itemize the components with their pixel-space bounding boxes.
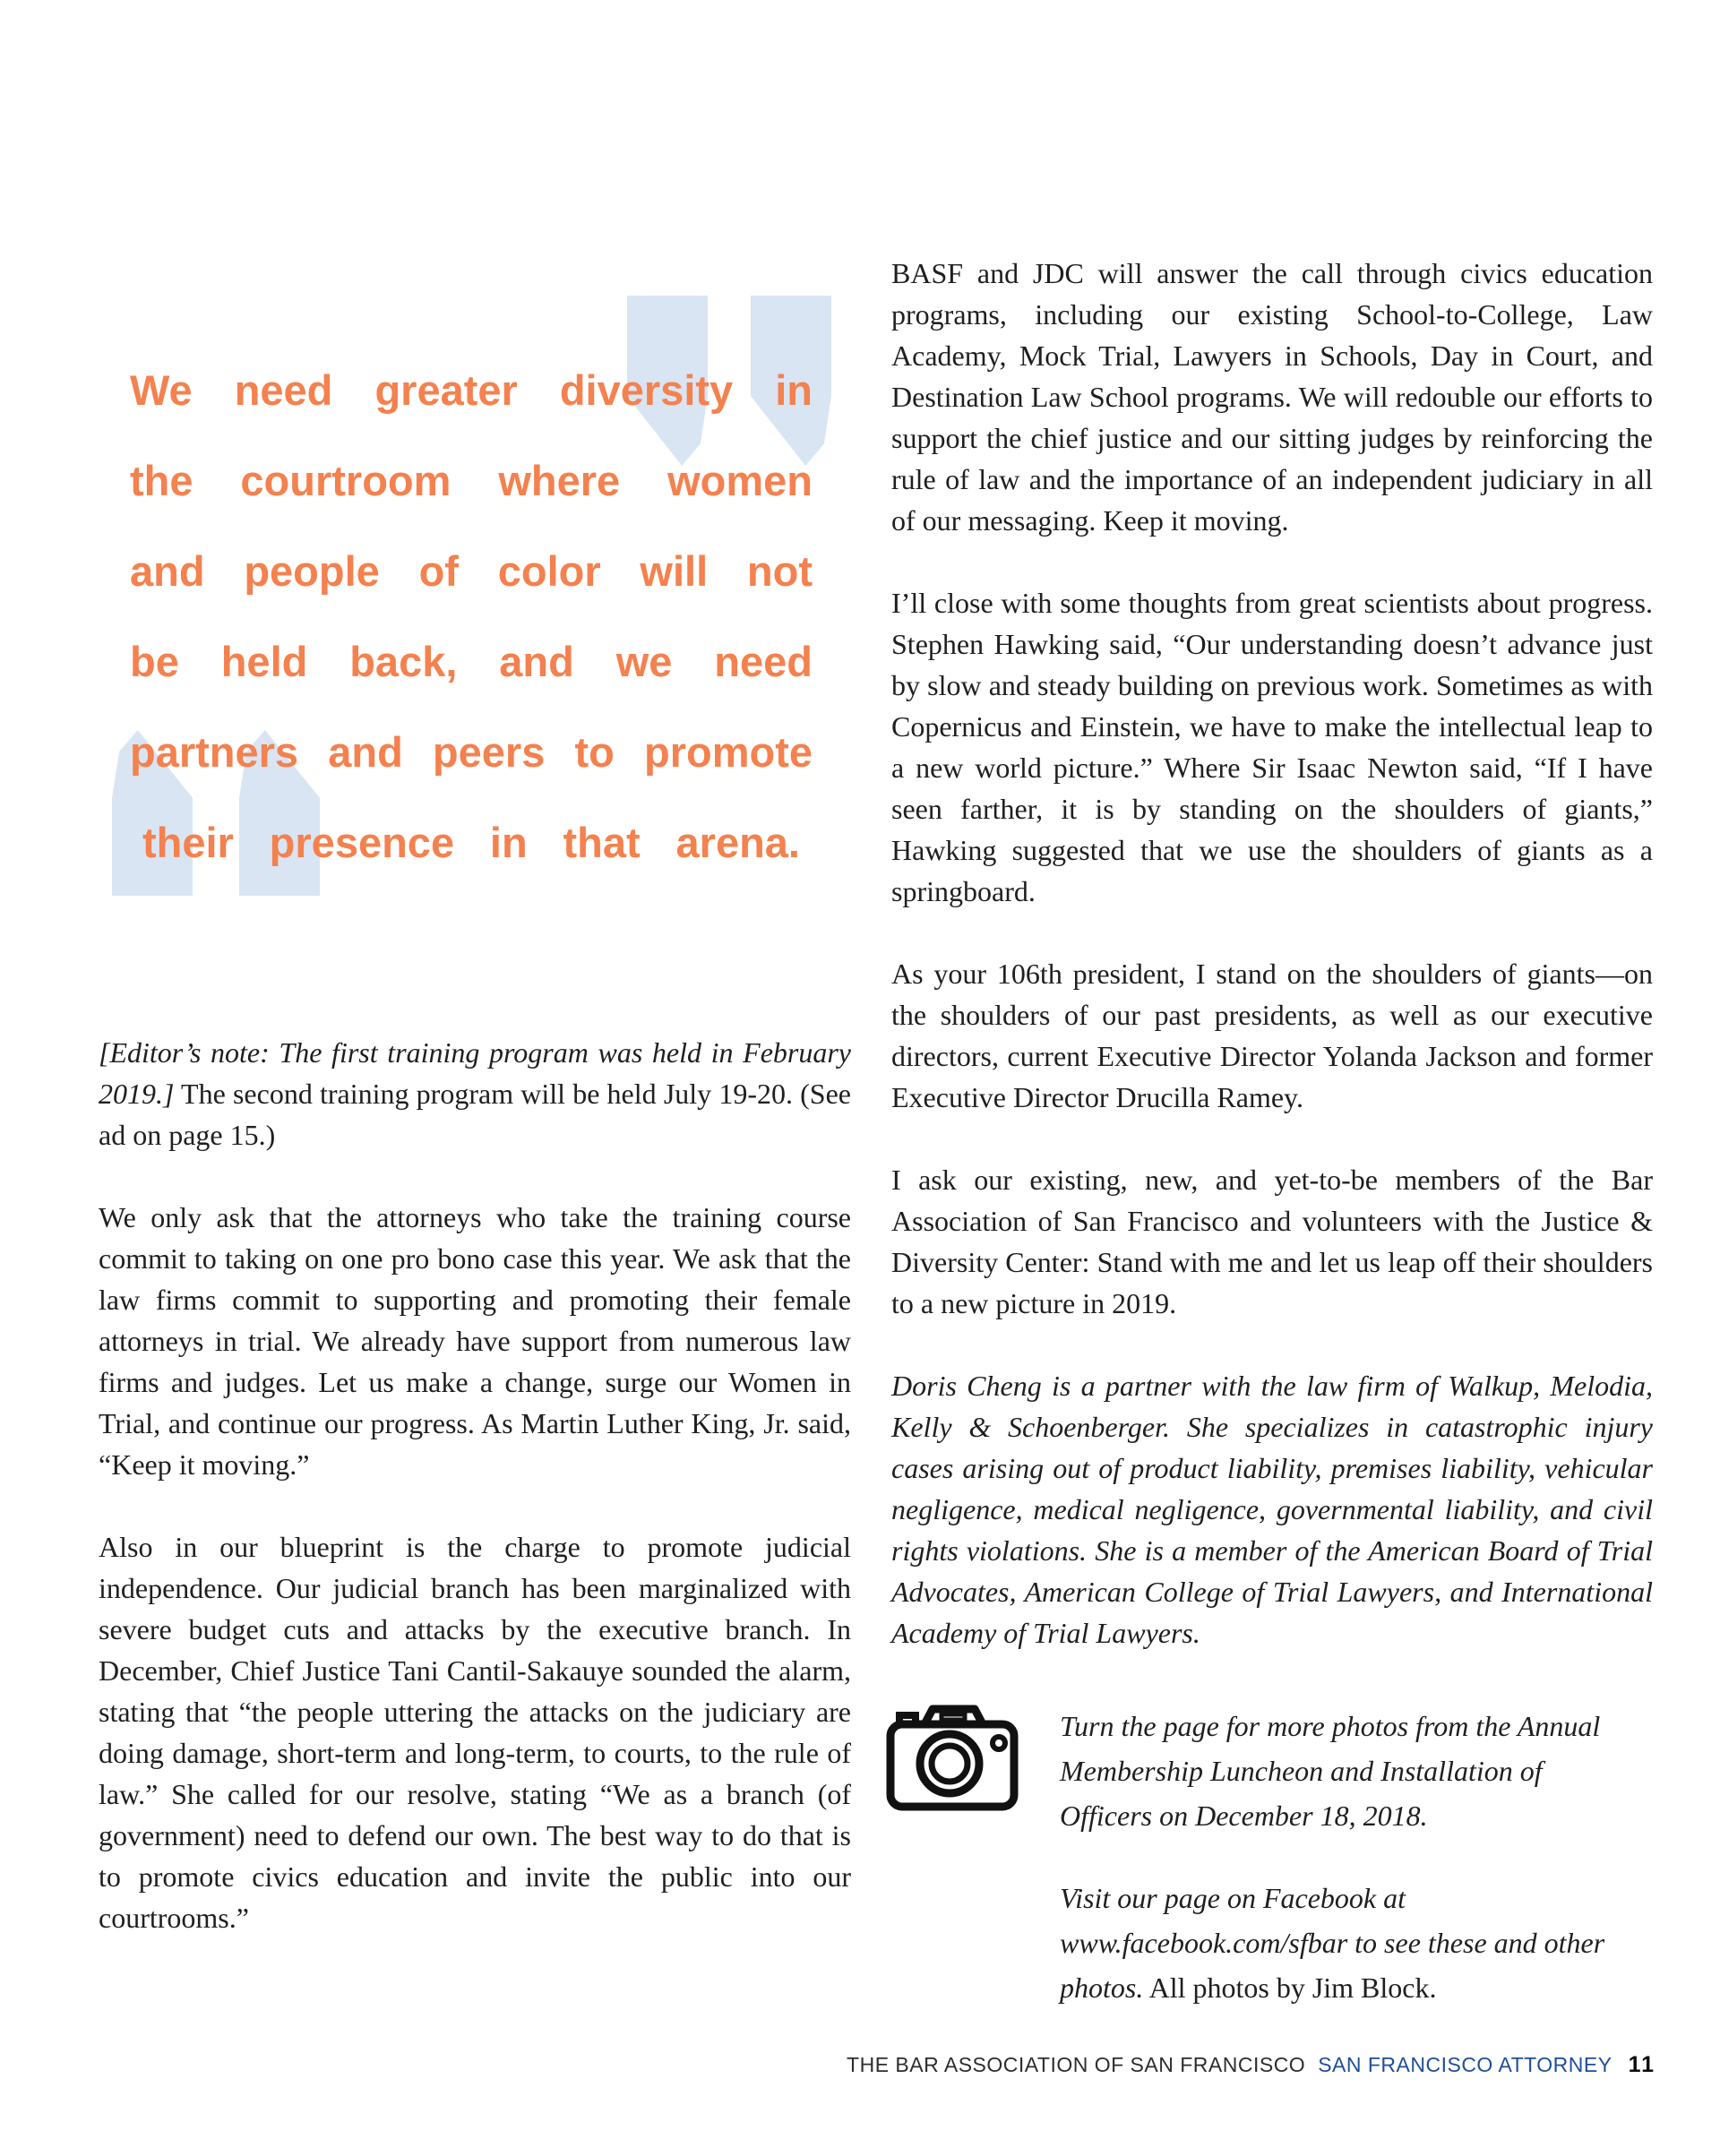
editors-note-italic: [Editor’s note: The first training program was held in February 2019.] bbox=[99, 1036, 851, 1110]
body-paragraph: BASF and JDC will answer the call through civics education programs, including our existing School-to-College, Law Academy, Mock Trial, Lawyers in Schools, Day in Court, and Destination Law School programs. We will redouble our efforts to support the chief justice and our sitting judges by reinforcing the rule of law and the importance of an independent judiciary in all of our messaging. Keep it moving. bbox=[891, 257, 1653, 537]
pull-quote-line: We need greater diversity in bbox=[130, 366, 813, 414]
left-column bbox=[99, 1032, 851, 1980]
body-paragraph: Also in our blueprint is the charge to promote judicial independence. Our judicial branch has been marginalized with severe budget cuts and attacks by the executive branch. In December, Chief Justice Tani Cantil-Sakauye sounded the alarm, stating that “the people uttering the attacks on the judiciary are doing damage, short-term and long-term, to courts, to the rule of law.” She called for our resolve, stating “We as a branch (of government) need to defend our own. The best way to do that is to promote civics education and invite the public into our courtrooms.” bbox=[99, 1531, 851, 1934]
editors-note-rest: The second training program will be held July 19-20. (See ad on page 15.) bbox=[99, 1078, 851, 1151]
right-column bbox=[891, 253, 1653, 2010]
pull-quote-line: partners and peers to promote bbox=[130, 728, 813, 776]
body-paragraph: I’ll close with some thoughts from great scientists about progress. Stephen Hawking said, “Our understanding doesn’t advance just by slow and steady building on previous work. Sometimes as with Copernicus and Einstein, we have to make the intellectual leap to a new world picture.” Where Sir Isaac Newton said, “If I have seen farther, it is by standing on the shoulders of giants,” Hawking suggested that we use the shoulders of giants as a springboard. bbox=[891, 587, 1653, 907]
footer-page-number: 11 bbox=[1628, 2052, 1656, 2077]
facebook-note-rest: All photos by Jim Block. bbox=[1143, 1971, 1437, 2004]
facebook-note-italic: Visit our page on Facebook at www.facebook.com/sfbar to see these and other photos. bbox=[1060, 1882, 1605, 2004]
pull-quote-line: the courtroom where women bbox=[130, 457, 813, 504]
page-footer bbox=[847, 2052, 1656, 2078]
body-paragraph: We only ask that the attorneys who take the training course commit to taking on one pro bono case this year. We ask that the law firms commit to supporting and promoting their female attorneys in trial. We already have support from numerous law firms and judges. Let us make a change, surge our Women in Trial, and continue our progress. As Martin Luther King, Jr. said, “Keep it moving.” bbox=[99, 1201, 851, 1481]
body-paragraph: As your 106th president, I stand on the shoulders of giants—on the shoulders of our past presidents, as well as our executive directors, current Executive Director Yolanda Jackson and former Executive Director Drucilla Ramey. bbox=[891, 958, 1653, 1113]
author-bio: Doris Cheng is a partner with the law firm of Walkup, Melodia, Kelly & Schoenberger. She specializes in catastrophic injury cases arising out of product liability, premises liability, vehicular negligence, medical negligence, governmental liability, and civil rights violations. She is a member of the American Board of Trial Advocates, American College of Trial Lawyers, and International Academy of Trial Lawyers. bbox=[891, 1370, 1653, 1649]
camera-note: Turn the page for more photos from the Annual Membership Luncheon and Installation of Officers on December 18, 2018. bbox=[1060, 1710, 1601, 1832]
pull-quote bbox=[130, 345, 813, 888]
pull-quote-line: and people of color will not bbox=[130, 547, 813, 595]
footer-association: THE BAR ASSOCIATION OF SAN FRANCISCO bbox=[847, 2053, 1306, 2076]
facebook-note bbox=[1060, 1876, 1633, 2010]
editors-note bbox=[99, 1032, 851, 1155]
pull-quote-line: be held back, and we need bbox=[130, 638, 813, 685]
photos-callout bbox=[891, 1704, 1653, 1838]
pull-quote-line: their presence in that arena. bbox=[142, 819, 800, 866]
footer-magazine-title: SAN FRANCISCO ATTORNEY bbox=[1318, 2053, 1612, 2076]
camera-icon bbox=[885, 1704, 1019, 1811]
body-paragraph: I ask our existing, new, and yet-to-be members of the Bar Association of San Francisco and volunteers with the Justice & Diversity Center: Stand with me and let us leap off their shoulders to a new picture in 2019. bbox=[891, 1164, 1653, 1319]
